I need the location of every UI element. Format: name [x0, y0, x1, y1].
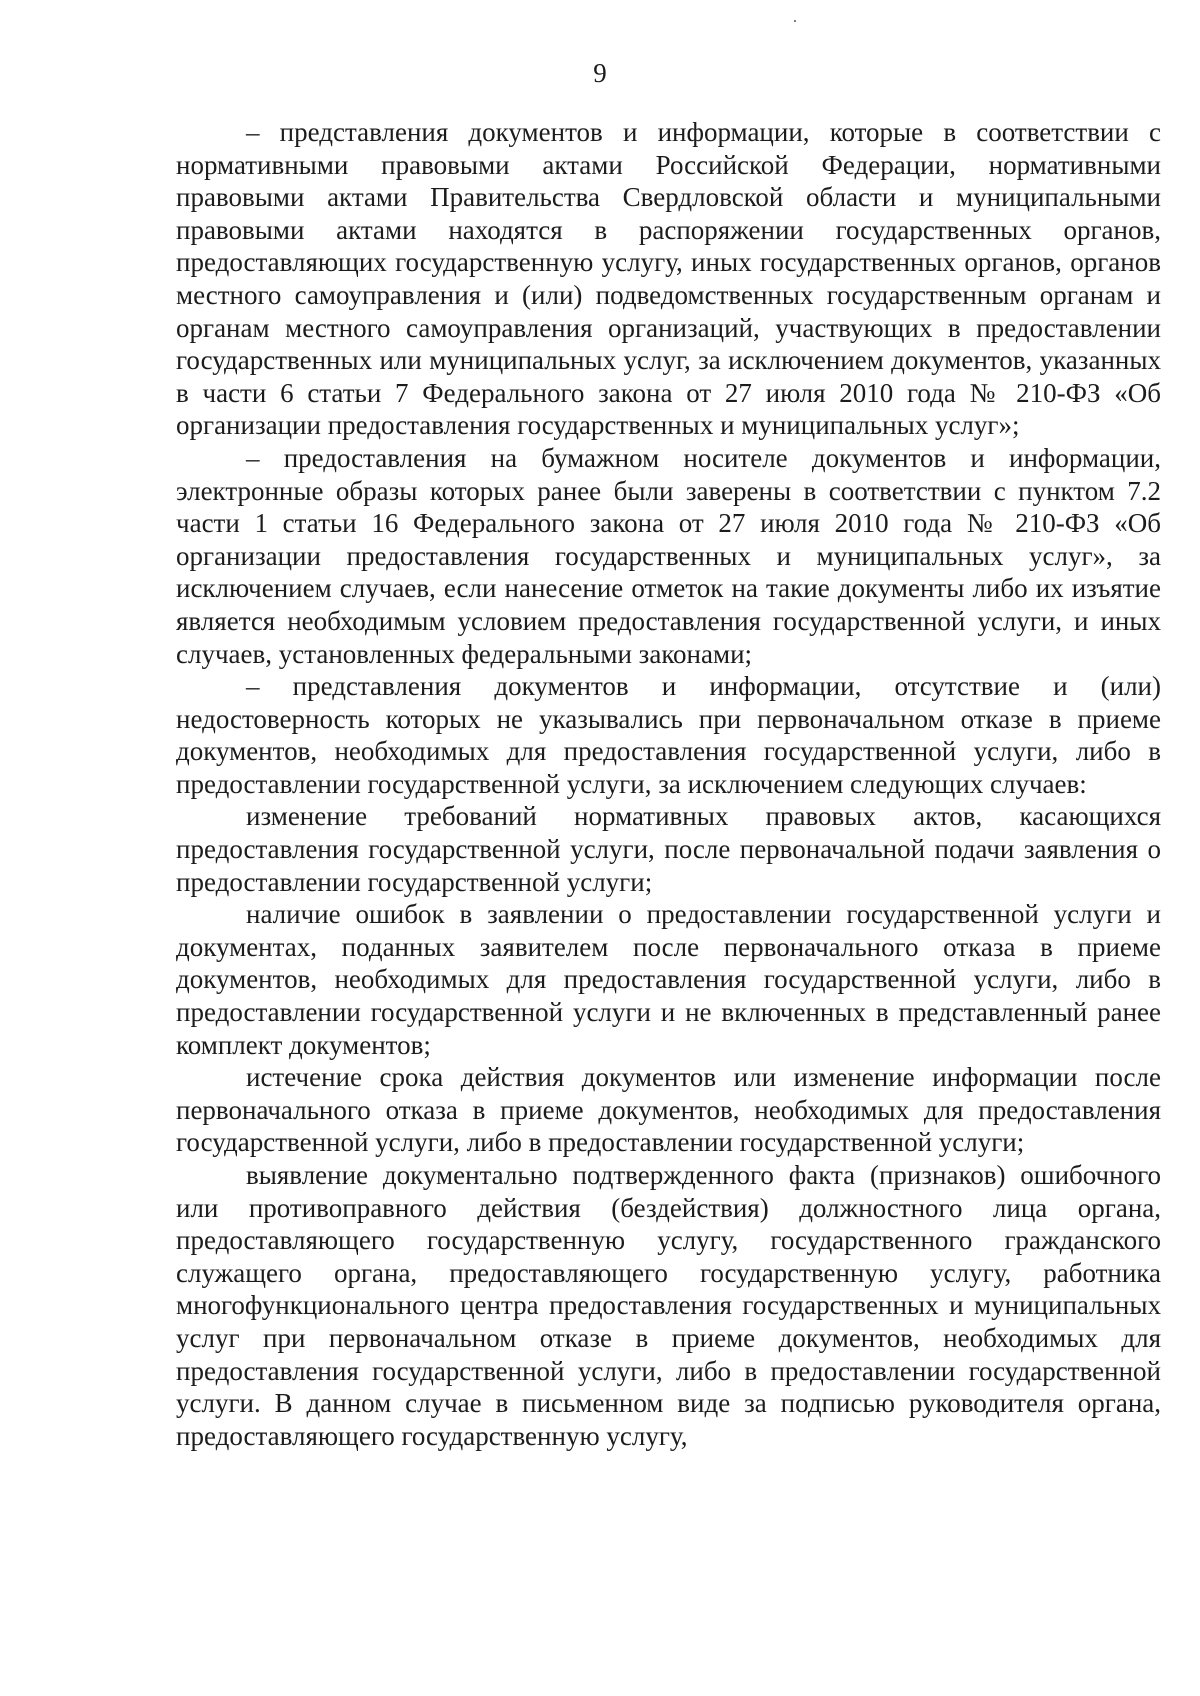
document-body [176, 116, 1161, 1452]
paragraph-6: истечение срока действия документов или изменение информации после первоначального отказа в приеме документов, необходимых для предоставления государственной услуги, либо в предоставлении государственной услуги; [176, 1062, 1161, 1158]
paragraph-4: изменение требований нормативных правовых актов, касающихся предоставления государственной услуги, после первоначальной подачи заявления о предоставлении государственной услуги; [176, 801, 1161, 897]
page-number: 9 [593, 58, 607, 88]
paragraph-2: – предоставления на бумажном носителе документов и информации, электронные образы которых ранее были заверены в соответствии с пунктом 7.2 части 1 статьи 16 Федерального закона от 27 июля 2010 года № 210-ФЗ «Об организации предоставления государственных и муниципальных услуг», за исключением случаев, если нанесение отметок на такие документы либо их изъятие является необходимым условием предоставления государственной услуги, и иных случаев, установленных федеральными законами; [176, 442, 1161, 669]
paragraph-1: – представления документов и информации, которые в соответствии с нормативными правовыми актами Российской Федерации, нормативными правовыми актами Правительства Свердловской области и муниципальными правовыми актами находятся в распоряжении государственных органов, предоставляющих государственную услугу, иных государственных органов, органов местного самоуправления и (или) подведомственных государственным органам и органам местного самоуправления организаций, участвующих в предоставлении государственных или муниципальных услуг, за исключением документов, указанных в части 6 статьи 7 Федерального закона от 27 июля 2010 года № 210-ФЗ «Об организации предоставления государственных и муниципальных услуг»; [176, 117, 1161, 441]
paragraph-5: наличие ошибок в заявлении о предоставлении государственной услуги и документах, поданных заявителем после первоначального отказа в приеме документов, необходимых для предоставления государственной услуги, либо в предоставлении государственной услуги и не включенных в представленный ранее комплект документов; [176, 899, 1161, 1060]
paragraph-7: выявление документально подтвержденного факта (признаков) ошибочного или противоправного действия (бездействия) должностного лица органа, предоставляющего государственную услугу, государственного гражданского служащего органа, предоставляющего государственную услугу, работника многофункционального центра предоставления государственных и муниципальных услуг при первоначальном отказе в приеме документов, необходимых для предоставления государственной услуги, либо в предоставлении государственной услуги. В данном случае в письменном виде за подписью руководителя органа, предоставляющего государственную услугу, [176, 1160, 1161, 1451]
scan-speck [794, 20, 796, 22]
paragraph-3: – представления документов и информации, отсутствие и (или) недостоверность которых не указывались при первоначальном отказе в приеме документов, необходимых для предоставления государственной услуги, либо в предоставлении государственной услуги, за исключением следующих случаев: [176, 671, 1161, 799]
